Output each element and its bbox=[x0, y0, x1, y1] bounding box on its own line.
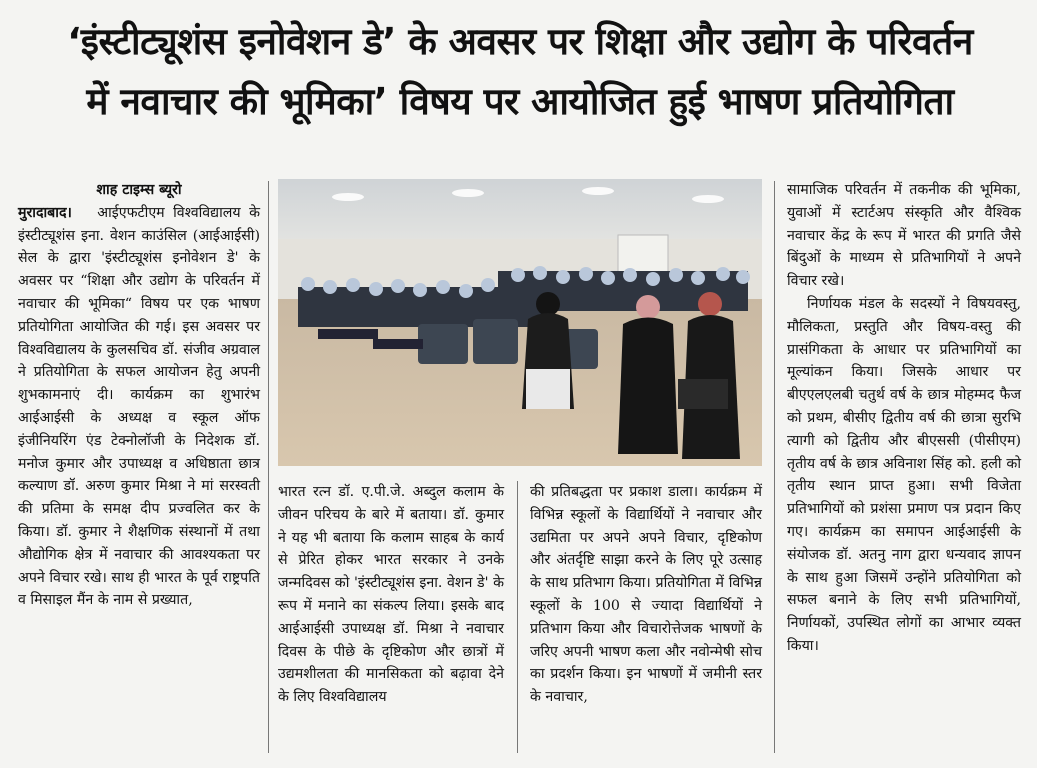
dateline: मुरादाबाद। bbox=[18, 204, 72, 221]
article-column-3 bbox=[530, 481, 762, 709]
column-divider-1 bbox=[268, 181, 269, 753]
column-4-paragraph-1: सामाजिक परिवर्तन में तकनीक की भूमिका, युवाओं में स्टार्टअप संस्कृति और वैश्विक नवाचार केंद्र के रूप में भारत की प्रगति जैसे बिंदुओं के माध्यम से प्रतिभागियों ने अपने विचार रखे। bbox=[787, 182, 1021, 290]
column-3-text: की प्रतिबद्धता पर प्रकाश डाला। कार्यक्रम में विभिन्न स्कूलों के विद्यार्थियों ने नवाचार और उद्यमिता पर अपने अपने विचार, दृष्टिकोण और अंतर्दृष्टि साझा करने के लिए पूरे उत्साह के साथ प्रतिभाग किया। प्रतियोगिता में विभिन्न स्कूलों के 100 से ज्यादा विद्यार्थियों ने प्रतिभाग किया और विचारोत्तेजक भाषणों के जरिए अपनी भाषण कला और नवोन्मेषी सोच का प्रदर्शन किया। इन भाषणों में जमीनी स्तर के नवाचार, bbox=[530, 484, 762, 706]
column-2-text: भारत रत्न डॉ. ए.पी.जे. अब्दुल कलाम के जीवन परिचय के बारे में बताया। डॉ. कुमार ने यह भी बताया कि कलाम साहब के कार्य से प्रेरित होकर भारत सरकार ने उनके जन्मदिवस को 'इंस्टीट्यूशंस इना. वेशन डे' के रूप में मनाने का संकल्प लिया। इसके बाद आईआईसी उपाध्यक्ष डॉ. मिश्रा ने नवाचार दिवस के पीछे के दृष्टिकोण और छात्रों में उद्यमशीलता की मानसिकता को बढ़ावा देने के लिए विश्वविद्यालय bbox=[278, 484, 504, 706]
article-column-1 bbox=[18, 179, 260, 612]
headline-line-2: में नवाचार की भूमिका’ विषय पर आयोजित हुई भाषण प्रतियोगिता bbox=[86, 80, 954, 123]
article-column-4 bbox=[787, 179, 1021, 658]
byline: शाह टाइम्स ब्यूरो bbox=[96, 182, 182, 198]
column-1-text: आईएफटीएम विश्वविद्यालय के इंस्टीट्यूशंस इना. वेशन काउंसिल (आईआईसी) सेल के द्वारा 'इंस्टीट्यूशंस इनोवेशन डे' के अवसर पर “शिक्षा और उद्योग के परिवर्तन में नवाचार की भूमिका“ विषय पर एक भाषण प्रतियोगिता आयोजित की गई। इस अवसर पर विश्वविद्यालय के कुलसचिव डॉ. संजीव अग्रवाल ने प्रतियोगिता के सफल आयोजन हेतु अपनी शुभकामनाएं दी। कार्यक्रम का शुभारंभ आईआईसी के अध्यक्ष व स्कूल ऑफ इंजीनियरिंग एंड टेक्नोलॉजी के निदेशक डॉ. मनोज कुमार और उपाध्यक्ष व अधिष्ठाता छात्र कल्याण डॉ. अरुण कुमार मिश्रा ने मां सरस्वती की प्रतिमा के समक्ष दीप प्रज्वलित कर के किया। डॉ. कुमार ने शैक्षणिक संस्थानों में तथा औद्योगिक क्षेत्र में नवाचार की आवश्यकता पर अपने विचार रखे। साथ ही भारत के पूर्व राष्ट्रपति व मिसाइल मैंन के नाम से प्रख्यात, bbox=[18, 204, 261, 609]
headline-line-1: ‘इंस्टीट्यूशंस इनोवेशन डे’ के अवसर पर शिक्षा और उद्योग के परिवर्तन bbox=[67, 20, 973, 63]
event-photo-icon bbox=[278, 179, 762, 466]
column-4-paragraph-2: निर्णायक मंडल के सदस्यों ने विषयवस्तु, मौलिकता, प्रस्तुति और विषय-वस्तु की प्रासंगिकता के आधार पर प्रतिभागियों का मूल्यांकन किया। जिसके आधार पर बीएएलएलबी चतुर्थ वर्ष के छात्र मोहम्मद फैज को प्रथम, बीसीए द्वितीय वर्ष की छात्रा सुरभि त्यागी को द्वितीय और बीएससी (पीसीएम) तृतीय वर्ष के छात्र अविनाश सिंह को. हली को तृतीय स्थान प्राप्त हुआ। सभी विजेता प्रतिभागियों को प्रशंसा प्रमाण पत्र प्रदान किए गए। कार्यक्रम का समापन आईआईसी के संयोजक डॉ. अतनु नाग द्वारा धन्यवाद ज्ञापन के साथ हुआ जिसमें उन्होंने प्रतियोगिता को सफल बनाने के लिए सभी प्रतिभागियों, निर्णायकों, उपस्थित लोगों का आभार व्यक्त किया। bbox=[787, 295, 1021, 654]
column-divider-2 bbox=[517, 481, 518, 753]
headline bbox=[20, 12, 1020, 132]
event-photo bbox=[278, 179, 762, 466]
article-column-2 bbox=[278, 481, 504, 709]
column-divider-3 bbox=[774, 181, 775, 753]
